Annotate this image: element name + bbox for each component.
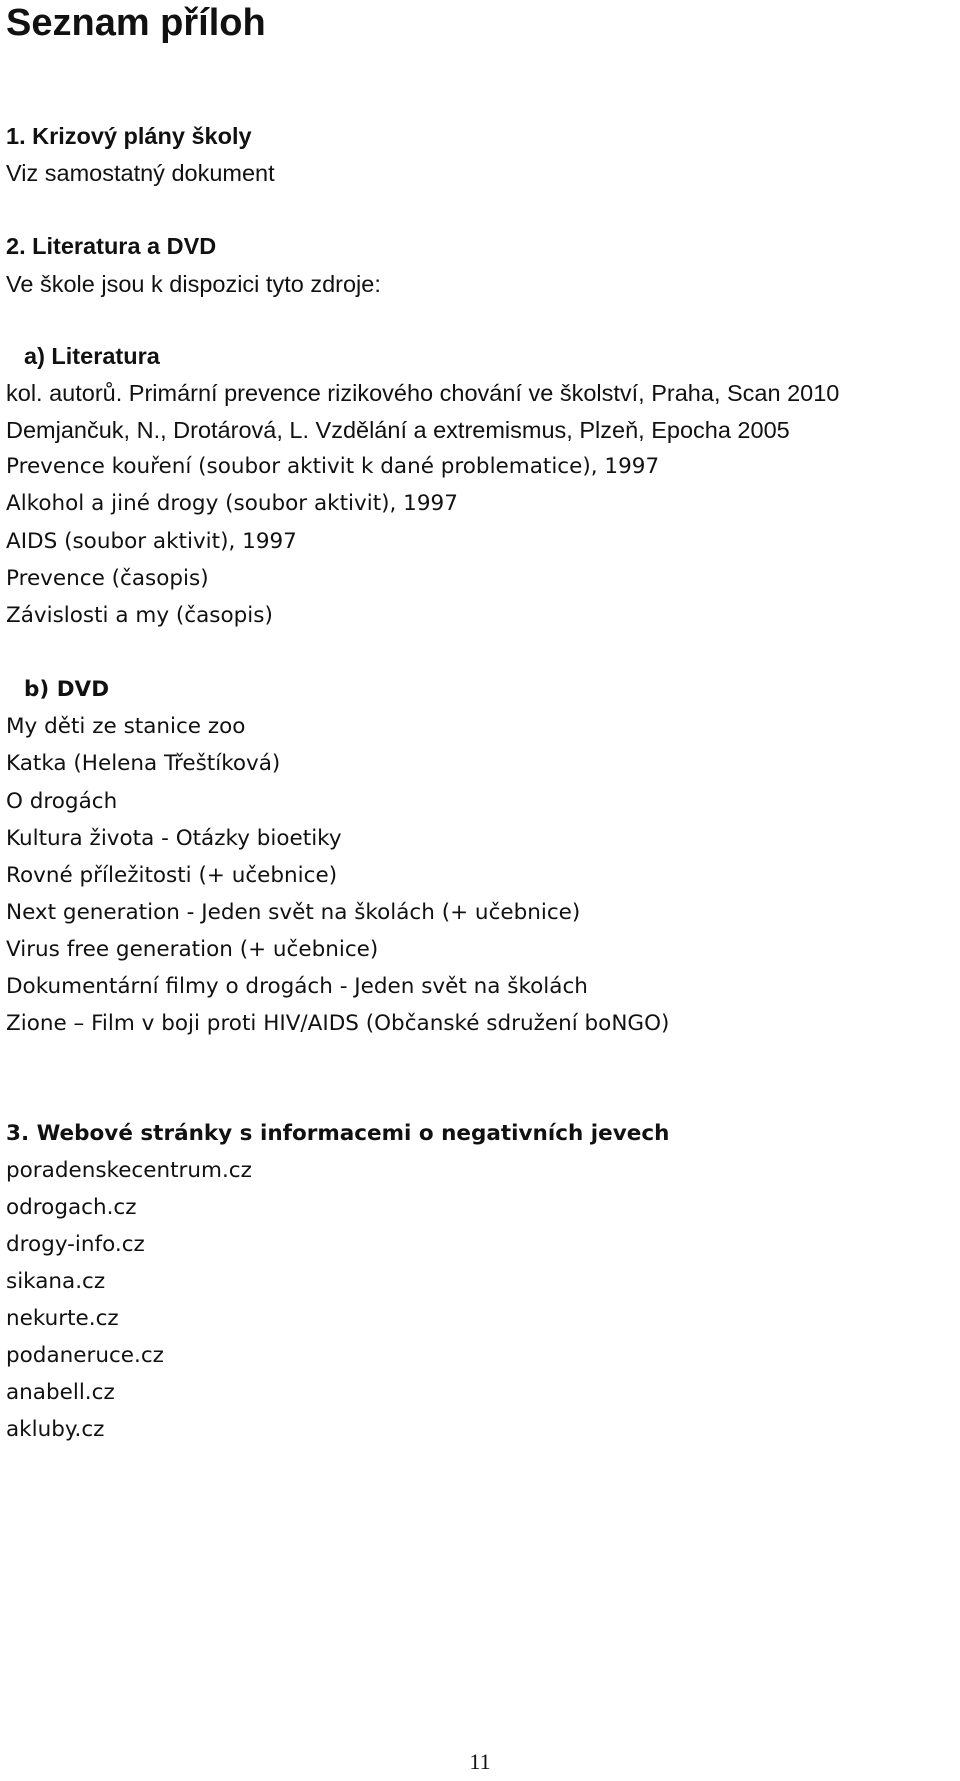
section-heading-literature-dvd: 2. Literatura a DVD bbox=[6, 233, 217, 259]
website-item: nekurte.cz bbox=[6, 1306, 119, 1331]
literature-item: AIDS (soubor aktivit), 1997 bbox=[6, 529, 297, 554]
dvd-item: Kultura života - Otázky bioetiky bbox=[6, 826, 342, 851]
page-number: 11 bbox=[469, 1749, 491, 1774]
page-title: Seznam příloh bbox=[6, 2, 266, 44]
dvd-item: O drogách bbox=[6, 789, 118, 814]
literature-item: kol. autorů. Primární prevence rizikového chování ve školství, Praha, Scan 2010 bbox=[6, 380, 840, 406]
website-item: akluby.cz bbox=[6, 1417, 105, 1442]
website-item: drogy-info.cz bbox=[6, 1232, 145, 1257]
dvd-item: Next generation - Jeden svět na školách (+ učebnice) bbox=[6, 900, 581, 925]
literature-item: Prevence kouření (soubor aktivit k dané problematice), 1997 bbox=[6, 454, 660, 479]
subsection-heading-literature: a) Literatura bbox=[24, 343, 160, 369]
section-heading-crisis-plans: 1. Krizový plány školy bbox=[6, 123, 252, 149]
crisis-plans-note: Viz samostatný dokument bbox=[6, 160, 275, 186]
website-item: odrogach.cz bbox=[6, 1195, 137, 1220]
website-item: sikana.cz bbox=[6, 1269, 106, 1294]
section-heading-websites: 3. Webové stránky s informacemi o negativních jevech bbox=[6, 1121, 670, 1146]
literature-item: Demjančuk, N., Drotárová, L. Vzdělání a extremismus, Plzeň, Epocha 2005 bbox=[6, 417, 790, 443]
subsection-heading-dvd: b) DVD bbox=[24, 677, 110, 702]
literature-intro: Ve škole jsou k dispozici tyto zdroje: bbox=[6, 271, 381, 297]
dvd-item: My děti ze stanice zoo bbox=[6, 714, 246, 739]
literature-item: Prevence (časopis) bbox=[6, 566, 209, 591]
dvd-item: Zione – Film v boji proti HIV/AIDS (Občanské sdružení boNGO) bbox=[6, 1011, 670, 1036]
website-item: poradenskecentrum.cz bbox=[6, 1158, 252, 1183]
literature-item: Alkohol a jiné drogy (soubor aktivit), 1997 bbox=[6, 491, 458, 516]
dvd-item: Rovné příležitosti (+ učebnice) bbox=[6, 863, 338, 888]
dvd-item: Katka (Helena Třeštíková) bbox=[6, 751, 281, 776]
literature-item: Závislosti a my (časopis) bbox=[6, 603, 273, 628]
website-item: podaneruce.cz bbox=[6, 1343, 164, 1368]
dvd-item: Virus free generation (+ učebnice) bbox=[6, 937, 379, 962]
website-item: anabell.cz bbox=[6, 1380, 115, 1405]
dvd-item: Dokumentární filmy o drogách - Jeden svět na školách bbox=[6, 974, 588, 999]
